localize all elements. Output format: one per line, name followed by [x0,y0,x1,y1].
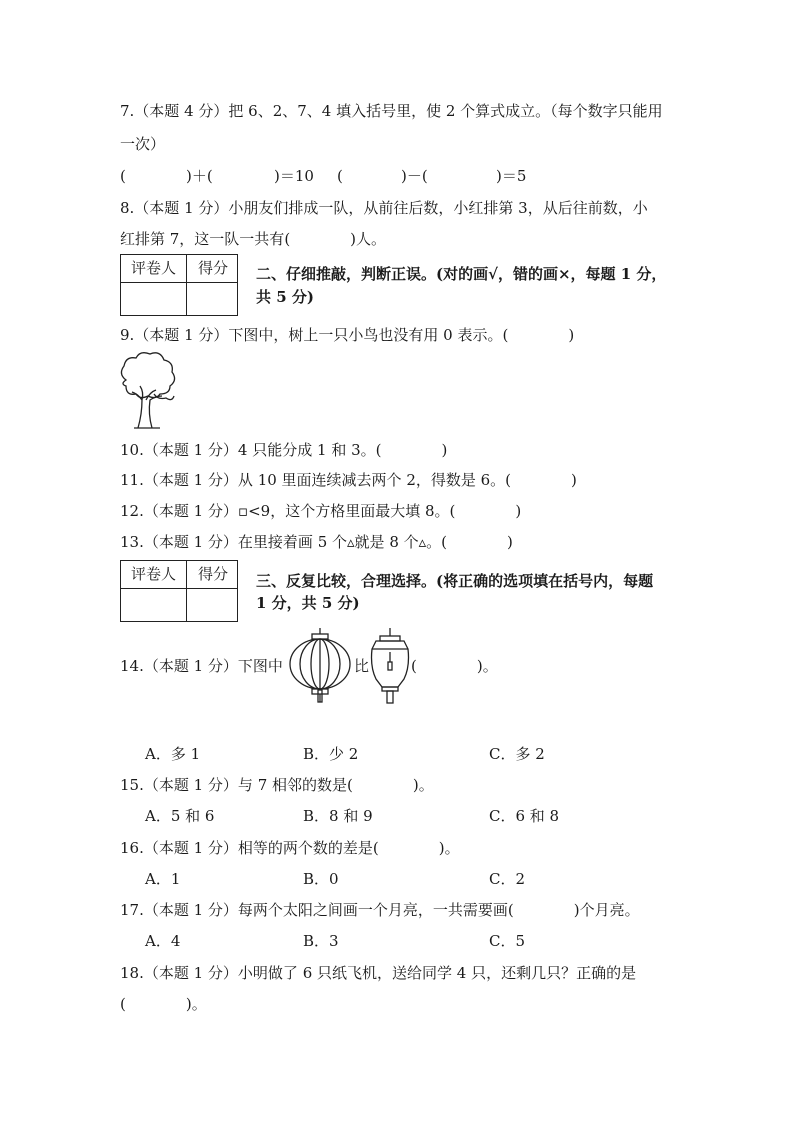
q14-prefix: 14.（本题 1 分）下图中 [120,657,283,675]
q11-text: 11.（本题 1 分）从 10 里面连续减去两个 2，得数是 6。( ) [120,471,577,489]
section3-grader-label: 评卷人 [130,565,176,583]
section3-score-box [120,560,238,622]
section2-score-box [120,254,238,316]
q18-line1: 18.（本题 1 分）小明做了 6 只纸飞机，送给同学 4 只，还剩几只？正确的是 [120,964,637,982]
q16-text: 16.（本题 1 分）相等的两个数的差是( )。 [120,839,460,857]
section2-score-label: 得分 [197,259,228,277]
q16-option-a: A．1 [145,870,181,888]
q8-line2: 红排第 7，这一队一共有( )人。 [120,230,387,248]
q10-text: 10.（本题 1 分）4 只能分成 1 和 3。( ) [120,441,448,459]
q14-option-a: A．多 1 [145,745,201,763]
section2-title-line1: 二、仔细推敲，判断正误。(对的画√，错的画×，每题 1 分， [256,265,667,283]
q16-option-b: B．0 [303,870,339,888]
section3-title-line2: 1 分，共 5 分) [256,594,360,612]
q18-line2: ( )。 [120,995,207,1013]
q16-option-c: C．2 [489,870,526,888]
q17-option-c: C．5 [489,932,526,950]
q13-text: 13.（本题 1 分）在里接着画 5 个▵就是 8 个▵。( ) [120,533,513,551]
round-lantern-icon [288,628,352,704]
q14-suffix: ( )。 [411,657,498,675]
q7-eq2-open: ( [337,167,343,185]
tree-icon [116,350,178,430]
section3-score-label: 得分 [197,565,228,583]
q7-eq2-result: )＝5 [496,167,527,185]
q15-text: 15.（本题 1 分）与 7 相邻的数是( )。 [120,776,434,794]
q7-eq2-minus: )－( [401,167,428,185]
q14-middle: 比 [354,657,370,675]
q7-eq1-result: )＝10 [274,167,314,185]
q7-line2: 一次） [120,135,166,153]
section2-grader-label: 评卷人 [130,259,176,277]
q14-option-c: C．多 2 [489,745,545,763]
q14-option-b: B．少 2 [303,745,359,763]
q15-option-a: A．5 和 6 [145,807,215,825]
q7-eq1-plus: )＋( [186,167,213,185]
palace-lantern-icon [370,628,410,704]
section3-title-line1: 三、反复比较，合理选择。(将正确的选项填在括号内，每题 [256,572,654,590]
q7-line1: 7.（本题 4 分）把 6、2、7、4 填入括号里，使 2 个算式成立。（每个数字只能用 [120,102,663,120]
q9-text: 9.（本题 1 分）下图中，树上一只小鸟也没有用 0 表示。( ) [120,326,575,344]
q12-text: 12.（本题 1 分）▫<9，这个方格里面最大填 8。( ) [120,502,522,520]
q8-line1: 8.（本题 1 分）小朋友们排成一队，从前往后数，小红排第 3，从后往前数，小 [120,199,648,217]
q17-text: 17.（本题 1 分）每两个太阳之间画一个月亮，一共需要画( )个月亮。 [120,901,640,919]
q17-option-a: A．4 [145,932,181,950]
q7-eq1-open: ( [120,167,126,185]
q17-option-b: B．3 [303,932,339,950]
q15-option-b: B．8 和 9 [303,807,373,825]
section2-title-line2: 共 5 分) [256,288,314,306]
q15-option-c: C．6 和 8 [489,807,560,825]
